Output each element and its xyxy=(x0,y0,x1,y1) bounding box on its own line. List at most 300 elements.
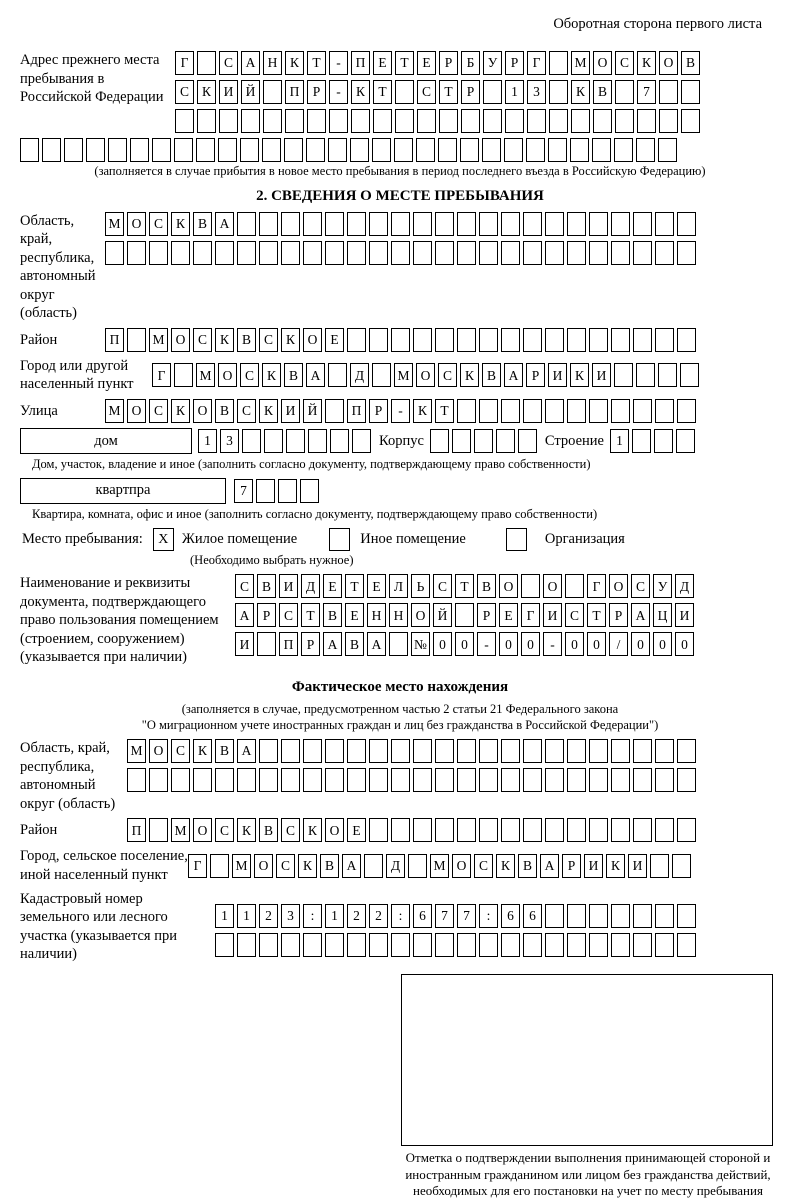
form-cell[interactable] xyxy=(549,80,568,104)
form-cell[interactable] xyxy=(545,818,564,842)
form-cell[interactable] xyxy=(347,933,366,957)
form-cell[interactable] xyxy=(501,768,520,792)
form-cell[interactable]: П xyxy=(351,51,370,75)
form-cell[interactable] xyxy=(219,109,238,133)
form-cell[interactable] xyxy=(307,109,326,133)
form-cell[interactable] xyxy=(655,933,674,957)
form-cell[interactable] xyxy=(549,109,568,133)
form-cell[interactable] xyxy=(237,212,256,236)
form-cell[interactable] xyxy=(369,933,388,957)
form-cell[interactable] xyxy=(300,479,319,503)
form-cell[interactable] xyxy=(655,768,674,792)
form-cell[interactable]: А xyxy=(241,51,260,75)
form-cell[interactable] xyxy=(369,818,388,842)
form-cell[interactable]: С xyxy=(276,854,295,878)
form-cell[interactable]: И xyxy=(543,603,562,627)
form-cell[interactable]: И xyxy=(235,632,254,656)
form-cell[interactable]: О xyxy=(325,818,344,842)
form-cell[interactable] xyxy=(677,399,696,423)
form-cell[interactable]: В xyxy=(259,818,278,842)
form-cell[interactable]: С xyxy=(219,51,238,75)
form-cell[interactable] xyxy=(483,80,502,104)
form-cell[interactable] xyxy=(171,241,190,265)
form-cell[interactable]: О xyxy=(659,51,678,75)
form-cell[interactable] xyxy=(589,768,608,792)
form-cell[interactable] xyxy=(589,904,608,928)
form-cell[interactable]: Т xyxy=(439,80,458,104)
form-cell[interactable] xyxy=(501,399,520,423)
form-cell[interactable] xyxy=(347,739,366,763)
form-cell[interactable]: М xyxy=(232,854,251,878)
form-cell[interactable]: В xyxy=(482,363,501,387)
form-cell[interactable]: С xyxy=(474,854,493,878)
form-cell[interactable] xyxy=(483,109,502,133)
form-cell[interactable] xyxy=(197,51,216,75)
form-cell[interactable]: М xyxy=(149,328,168,352)
form-cell[interactable]: 7 xyxy=(457,904,476,928)
form-cell[interactable] xyxy=(545,739,564,763)
form-cell[interactable] xyxy=(479,768,498,792)
form-cell[interactable] xyxy=(681,80,700,104)
form-cell[interactable] xyxy=(435,241,454,265)
form-cell[interactable] xyxy=(325,241,344,265)
form-cell[interactable]: 2 xyxy=(259,904,278,928)
form-cell[interactable]: В xyxy=(193,212,212,236)
form-cell[interactable]: К xyxy=(606,854,625,878)
form-cell[interactable] xyxy=(567,241,586,265)
form-cell[interactable]: С xyxy=(240,363,259,387)
form-cell[interactable] xyxy=(174,138,193,162)
form-cell[interactable] xyxy=(633,212,652,236)
form-cell[interactable] xyxy=(633,328,652,352)
form-cell[interactable] xyxy=(633,241,652,265)
form-cell[interactable] xyxy=(518,429,537,453)
form-cell[interactable] xyxy=(395,109,414,133)
form-cell[interactable] xyxy=(215,933,234,957)
form-cell[interactable] xyxy=(457,739,476,763)
form-cell[interactable] xyxy=(589,328,608,352)
form-cell[interactable] xyxy=(281,933,300,957)
form-cell[interactable]: С xyxy=(281,818,300,842)
form-cell[interactable] xyxy=(501,212,520,236)
form-cell[interactable] xyxy=(435,212,454,236)
form-cell[interactable]: Д xyxy=(301,574,320,598)
form-cell[interactable] xyxy=(589,933,608,957)
form-cell[interactable]: : xyxy=(303,904,322,928)
form-cell[interactable] xyxy=(237,241,256,265)
form-cell[interactable] xyxy=(545,904,564,928)
form-cell[interactable]: Д xyxy=(675,574,694,598)
form-cell[interactable] xyxy=(352,429,371,453)
form-cell[interactable]: К xyxy=(496,854,515,878)
form-cell[interactable]: А xyxy=(504,363,523,387)
form-cell[interactable] xyxy=(636,138,655,162)
form-cell[interactable]: Г xyxy=(527,51,546,75)
form-cell[interactable]: Р xyxy=(257,603,276,627)
form-cell[interactable] xyxy=(171,768,190,792)
form-cell[interactable] xyxy=(567,739,586,763)
form-cell[interactable] xyxy=(677,904,696,928)
form-cell[interactable]: Т xyxy=(301,603,320,627)
form-cell[interactable] xyxy=(589,399,608,423)
form-cell[interactable]: К xyxy=(281,328,300,352)
form-cell[interactable]: Р xyxy=(609,603,628,627)
form-cell[interactable] xyxy=(413,933,432,957)
form-cell[interactable]: - xyxy=(329,51,348,75)
form-cell[interactable]: Н xyxy=(367,603,386,627)
form-cell[interactable] xyxy=(237,933,256,957)
form-cell[interactable] xyxy=(372,363,391,387)
form-cell[interactable] xyxy=(210,854,229,878)
form-cell[interactable]: Т xyxy=(587,603,606,627)
form-cell[interactable]: О xyxy=(416,363,435,387)
form-cell[interactable] xyxy=(264,429,283,453)
form-cell[interactable] xyxy=(218,138,237,162)
form-cell[interactable]: С xyxy=(565,603,584,627)
form-cell[interactable] xyxy=(439,109,458,133)
form-cell[interactable] xyxy=(655,399,674,423)
form-cell[interactable] xyxy=(278,479,297,503)
form-cell[interactable] xyxy=(655,241,674,265)
form-cell[interactable]: 2 xyxy=(369,904,388,928)
form-cell[interactable] xyxy=(567,399,586,423)
form-cell[interactable]: О xyxy=(411,603,430,627)
form-cell[interactable] xyxy=(325,933,344,957)
form-cell[interactable] xyxy=(435,818,454,842)
form-cell[interactable] xyxy=(130,138,149,162)
form-cell[interactable]: - xyxy=(477,632,496,656)
form-cell[interactable]: 0 xyxy=(565,632,584,656)
form-cell[interactable] xyxy=(281,739,300,763)
form-cell[interactable] xyxy=(259,212,278,236)
form-cell[interactable]: Д xyxy=(386,854,405,878)
stay-type-checkbox-residential[interactable]: X xyxy=(153,528,174,551)
form-cell[interactable]: 7 xyxy=(637,80,656,104)
form-cell[interactable]: Е xyxy=(499,603,518,627)
form-cell[interactable] xyxy=(479,328,498,352)
form-cell[interactable] xyxy=(676,429,695,453)
form-cell[interactable]: У xyxy=(653,574,672,598)
form-cell[interactable] xyxy=(592,138,611,162)
form-cell[interactable]: О xyxy=(171,328,190,352)
form-cell[interactable] xyxy=(86,138,105,162)
form-cell[interactable] xyxy=(303,212,322,236)
form-cell[interactable] xyxy=(175,109,194,133)
form-cell[interactable]: С xyxy=(631,574,650,598)
form-cell[interactable] xyxy=(373,109,392,133)
form-cell[interactable] xyxy=(263,109,282,133)
form-cell[interactable] xyxy=(174,363,193,387)
form-cell[interactable] xyxy=(611,241,630,265)
form-cell[interactable]: - xyxy=(543,632,562,656)
form-cell[interactable] xyxy=(197,109,216,133)
form-cell[interactable]: Г xyxy=(175,51,194,75)
form-cell[interactable] xyxy=(369,241,388,265)
form-cell[interactable]: О xyxy=(452,854,471,878)
form-cell[interactable] xyxy=(504,138,523,162)
form-cell[interactable]: 1 xyxy=(505,80,524,104)
form-cell[interactable] xyxy=(413,739,432,763)
form-cell[interactable]: Г xyxy=(188,854,207,878)
form-cell[interactable]: - xyxy=(391,399,410,423)
form-cell[interactable] xyxy=(677,212,696,236)
form-cell[interactable] xyxy=(611,818,630,842)
form-cell[interactable] xyxy=(241,109,260,133)
form-cell[interactable] xyxy=(615,109,634,133)
form-cell[interactable] xyxy=(611,768,630,792)
form-cell[interactable]: 1 xyxy=(610,429,629,453)
form-cell[interactable] xyxy=(303,241,322,265)
form-cell[interactable] xyxy=(413,768,432,792)
form-cell[interactable] xyxy=(303,739,322,763)
form-cell[interactable]: К xyxy=(197,80,216,104)
form-cell[interactable] xyxy=(127,328,146,352)
form-cell[interactable]: Р xyxy=(505,51,524,75)
form-cell[interactable]: Е xyxy=(367,574,386,598)
form-cell[interactable] xyxy=(474,429,493,453)
form-cell[interactable]: К xyxy=(298,854,317,878)
form-cell[interactable]: О xyxy=(609,574,628,598)
form-cell[interactable]: С xyxy=(237,399,256,423)
form-cell[interactable]: 1 xyxy=(215,904,234,928)
form-cell[interactable] xyxy=(523,768,542,792)
form-cell[interactable] xyxy=(567,904,586,928)
form-cell[interactable]: О xyxy=(193,399,212,423)
form-cell[interactable]: П xyxy=(347,399,366,423)
form-cell[interactable]: Р xyxy=(301,632,320,656)
form-cell[interactable]: О xyxy=(303,328,322,352)
form-cell[interactable] xyxy=(523,212,542,236)
form-cell[interactable] xyxy=(196,138,215,162)
form-cell[interactable] xyxy=(281,768,300,792)
form-cell[interactable]: И xyxy=(279,574,298,598)
form-cell[interactable]: 1 xyxy=(325,904,344,928)
form-cell[interactable]: С xyxy=(433,574,452,598)
form-cell[interactable]: К xyxy=(460,363,479,387)
form-cell[interactable] xyxy=(677,328,696,352)
form-cell[interactable] xyxy=(479,933,498,957)
form-cell[interactable] xyxy=(193,768,212,792)
form-cell[interactable]: О xyxy=(127,399,146,423)
form-cell[interactable] xyxy=(369,768,388,792)
form-cell[interactable] xyxy=(413,818,432,842)
form-cell[interactable] xyxy=(611,328,630,352)
form-cell[interactable] xyxy=(523,818,542,842)
form-cell[interactable]: М xyxy=(196,363,215,387)
form-cell[interactable]: О xyxy=(193,818,212,842)
form-cell[interactable] xyxy=(242,429,261,453)
form-cell[interactable] xyxy=(369,212,388,236)
form-cell[interactable]: : xyxy=(479,904,498,928)
form-cell[interactable]: К xyxy=(303,818,322,842)
form-cell[interactable]: 3 xyxy=(281,904,300,928)
form-cell[interactable] xyxy=(632,429,651,453)
form-cell[interactable] xyxy=(149,768,168,792)
form-cell[interactable] xyxy=(193,241,212,265)
form-cell[interactable] xyxy=(347,328,366,352)
form-cell[interactable] xyxy=(521,574,540,598)
form-cell[interactable] xyxy=(413,328,432,352)
form-cell[interactable] xyxy=(259,241,278,265)
form-cell[interactable]: И xyxy=(219,80,238,104)
form-cell[interactable]: М xyxy=(571,51,590,75)
form-cell[interactable] xyxy=(567,933,586,957)
form-cell[interactable]: 3 xyxy=(220,429,239,453)
form-cell[interactable] xyxy=(306,138,325,162)
form-cell[interactable] xyxy=(637,109,656,133)
form-cell[interactable]: С xyxy=(175,80,194,104)
form-cell[interactable]: И xyxy=(584,854,603,878)
form-cell[interactable]: Т xyxy=(345,574,364,598)
form-cell[interactable] xyxy=(330,429,349,453)
form-cell[interactable]: 1 xyxy=(198,429,217,453)
form-cell[interactable]: О xyxy=(254,854,273,878)
form-cell[interactable]: Р xyxy=(307,80,326,104)
form-cell[interactable] xyxy=(215,768,234,792)
form-cell[interactable] xyxy=(593,109,612,133)
form-cell[interactable] xyxy=(633,904,652,928)
form-cell[interactable]: В xyxy=(345,632,364,656)
form-cell[interactable]: Е xyxy=(345,603,364,627)
form-cell[interactable]: 7 xyxy=(234,479,253,503)
form-cell[interactable] xyxy=(589,739,608,763)
form-cell[interactable] xyxy=(42,138,61,162)
form-cell[interactable] xyxy=(501,739,520,763)
form-cell[interactable]: Ь xyxy=(411,574,430,598)
form-cell[interactable] xyxy=(325,212,344,236)
form-cell[interactable] xyxy=(413,241,432,265)
form-cell[interactable]: В xyxy=(518,854,537,878)
form-cell[interactable] xyxy=(435,933,454,957)
form-cell[interactable]: И xyxy=(675,603,694,627)
form-cell[interactable]: Р xyxy=(461,80,480,104)
form-cell[interactable]: Ц xyxy=(653,603,672,627)
form-cell[interactable]: Й xyxy=(303,399,322,423)
form-cell[interactable]: В xyxy=(681,51,700,75)
form-cell[interactable]: О xyxy=(543,574,562,598)
form-cell[interactable] xyxy=(589,818,608,842)
form-cell[interactable] xyxy=(391,328,410,352)
form-cell[interactable]: - xyxy=(329,80,348,104)
form-cell[interactable]: 0 xyxy=(631,632,650,656)
form-cell[interactable]: К xyxy=(571,80,590,104)
form-cell[interactable] xyxy=(545,399,564,423)
form-cell[interactable] xyxy=(611,739,630,763)
form-cell[interactable] xyxy=(523,241,542,265)
form-cell[interactable]: 6 xyxy=(501,904,520,928)
form-cell[interactable] xyxy=(237,768,256,792)
form-cell[interactable]: С xyxy=(235,574,254,598)
form-cell[interactable] xyxy=(64,138,83,162)
form-cell[interactable] xyxy=(20,138,39,162)
form-cell[interactable] xyxy=(259,933,278,957)
form-cell[interactable] xyxy=(435,328,454,352)
form-cell[interactable] xyxy=(655,328,674,352)
form-cell[interactable]: Т xyxy=(435,399,454,423)
form-cell[interactable]: П xyxy=(127,818,146,842)
form-cell[interactable]: Р xyxy=(562,854,581,878)
form-cell[interactable]: С xyxy=(149,212,168,236)
form-cell[interactable] xyxy=(614,363,633,387)
form-cell[interactable]: Й xyxy=(433,603,452,627)
form-cell[interactable] xyxy=(614,138,633,162)
form-cell[interactable] xyxy=(681,109,700,133)
form-cell[interactable] xyxy=(152,138,171,162)
form-cell[interactable] xyxy=(565,574,584,598)
form-cell[interactable]: К xyxy=(262,363,281,387)
form-cell[interactable] xyxy=(413,212,432,236)
form-cell[interactable] xyxy=(482,138,501,162)
form-cell[interactable] xyxy=(567,818,586,842)
form-cell[interactable] xyxy=(391,933,410,957)
form-cell[interactable] xyxy=(658,138,677,162)
form-cell[interactable] xyxy=(545,328,564,352)
form-cell[interactable] xyxy=(680,363,699,387)
form-cell[interactable] xyxy=(633,739,652,763)
form-cell[interactable] xyxy=(240,138,259,162)
form-cell[interactable]: 0 xyxy=(499,632,518,656)
form-cell[interactable]: С xyxy=(417,80,436,104)
form-cell[interactable]: И xyxy=(548,363,567,387)
form-cell[interactable] xyxy=(303,768,322,792)
form-cell[interactable] xyxy=(677,768,696,792)
form-cell[interactable]: О xyxy=(593,51,612,75)
form-cell[interactable] xyxy=(672,854,691,878)
form-cell[interactable]: В xyxy=(284,363,303,387)
form-cell[interactable]: В xyxy=(215,739,234,763)
form-cell[interactable] xyxy=(548,138,567,162)
form-cell[interactable] xyxy=(457,768,476,792)
form-cell[interactable] xyxy=(256,479,275,503)
form-cell[interactable]: А xyxy=(235,603,254,627)
form-cell[interactable]: Е xyxy=(347,818,366,842)
form-cell[interactable]: К xyxy=(259,399,278,423)
form-cell[interactable] xyxy=(655,818,674,842)
form-cell[interactable] xyxy=(435,768,454,792)
form-cell[interactable] xyxy=(479,212,498,236)
form-cell[interactable]: 6 xyxy=(413,904,432,928)
form-cell[interactable]: П xyxy=(285,80,304,104)
form-cell[interactable]: Р xyxy=(439,51,458,75)
form-cell[interactable] xyxy=(655,904,674,928)
form-cell[interactable]: С xyxy=(193,328,212,352)
form-cell[interactable] xyxy=(479,241,498,265)
form-cell[interactable] xyxy=(281,212,300,236)
form-cell[interactable] xyxy=(545,241,564,265)
form-cell[interactable]: П xyxy=(279,632,298,656)
form-cell[interactable] xyxy=(526,138,545,162)
form-cell[interactable]: С xyxy=(279,603,298,627)
form-cell[interactable]: 0 xyxy=(455,632,474,656)
form-cell[interactable]: М xyxy=(105,212,124,236)
form-cell[interactable]: Е xyxy=(417,51,436,75)
stay-type-checkbox-organization[interactable] xyxy=(506,528,527,551)
form-cell[interactable] xyxy=(549,51,568,75)
form-cell[interactable] xyxy=(149,818,168,842)
form-cell[interactable] xyxy=(372,138,391,162)
form-cell[interactable] xyxy=(262,138,281,162)
form-cell[interactable] xyxy=(351,109,370,133)
form-cell[interactable]: К xyxy=(285,51,304,75)
form-cell[interactable]: К xyxy=(215,328,234,352)
form-cell[interactable] xyxy=(435,739,454,763)
form-cell[interactable] xyxy=(615,80,634,104)
form-cell[interactable] xyxy=(259,739,278,763)
form-cell[interactable]: В xyxy=(215,399,234,423)
form-cell[interactable] xyxy=(369,739,388,763)
form-cell[interactable] xyxy=(505,109,524,133)
form-cell[interactable] xyxy=(285,109,304,133)
